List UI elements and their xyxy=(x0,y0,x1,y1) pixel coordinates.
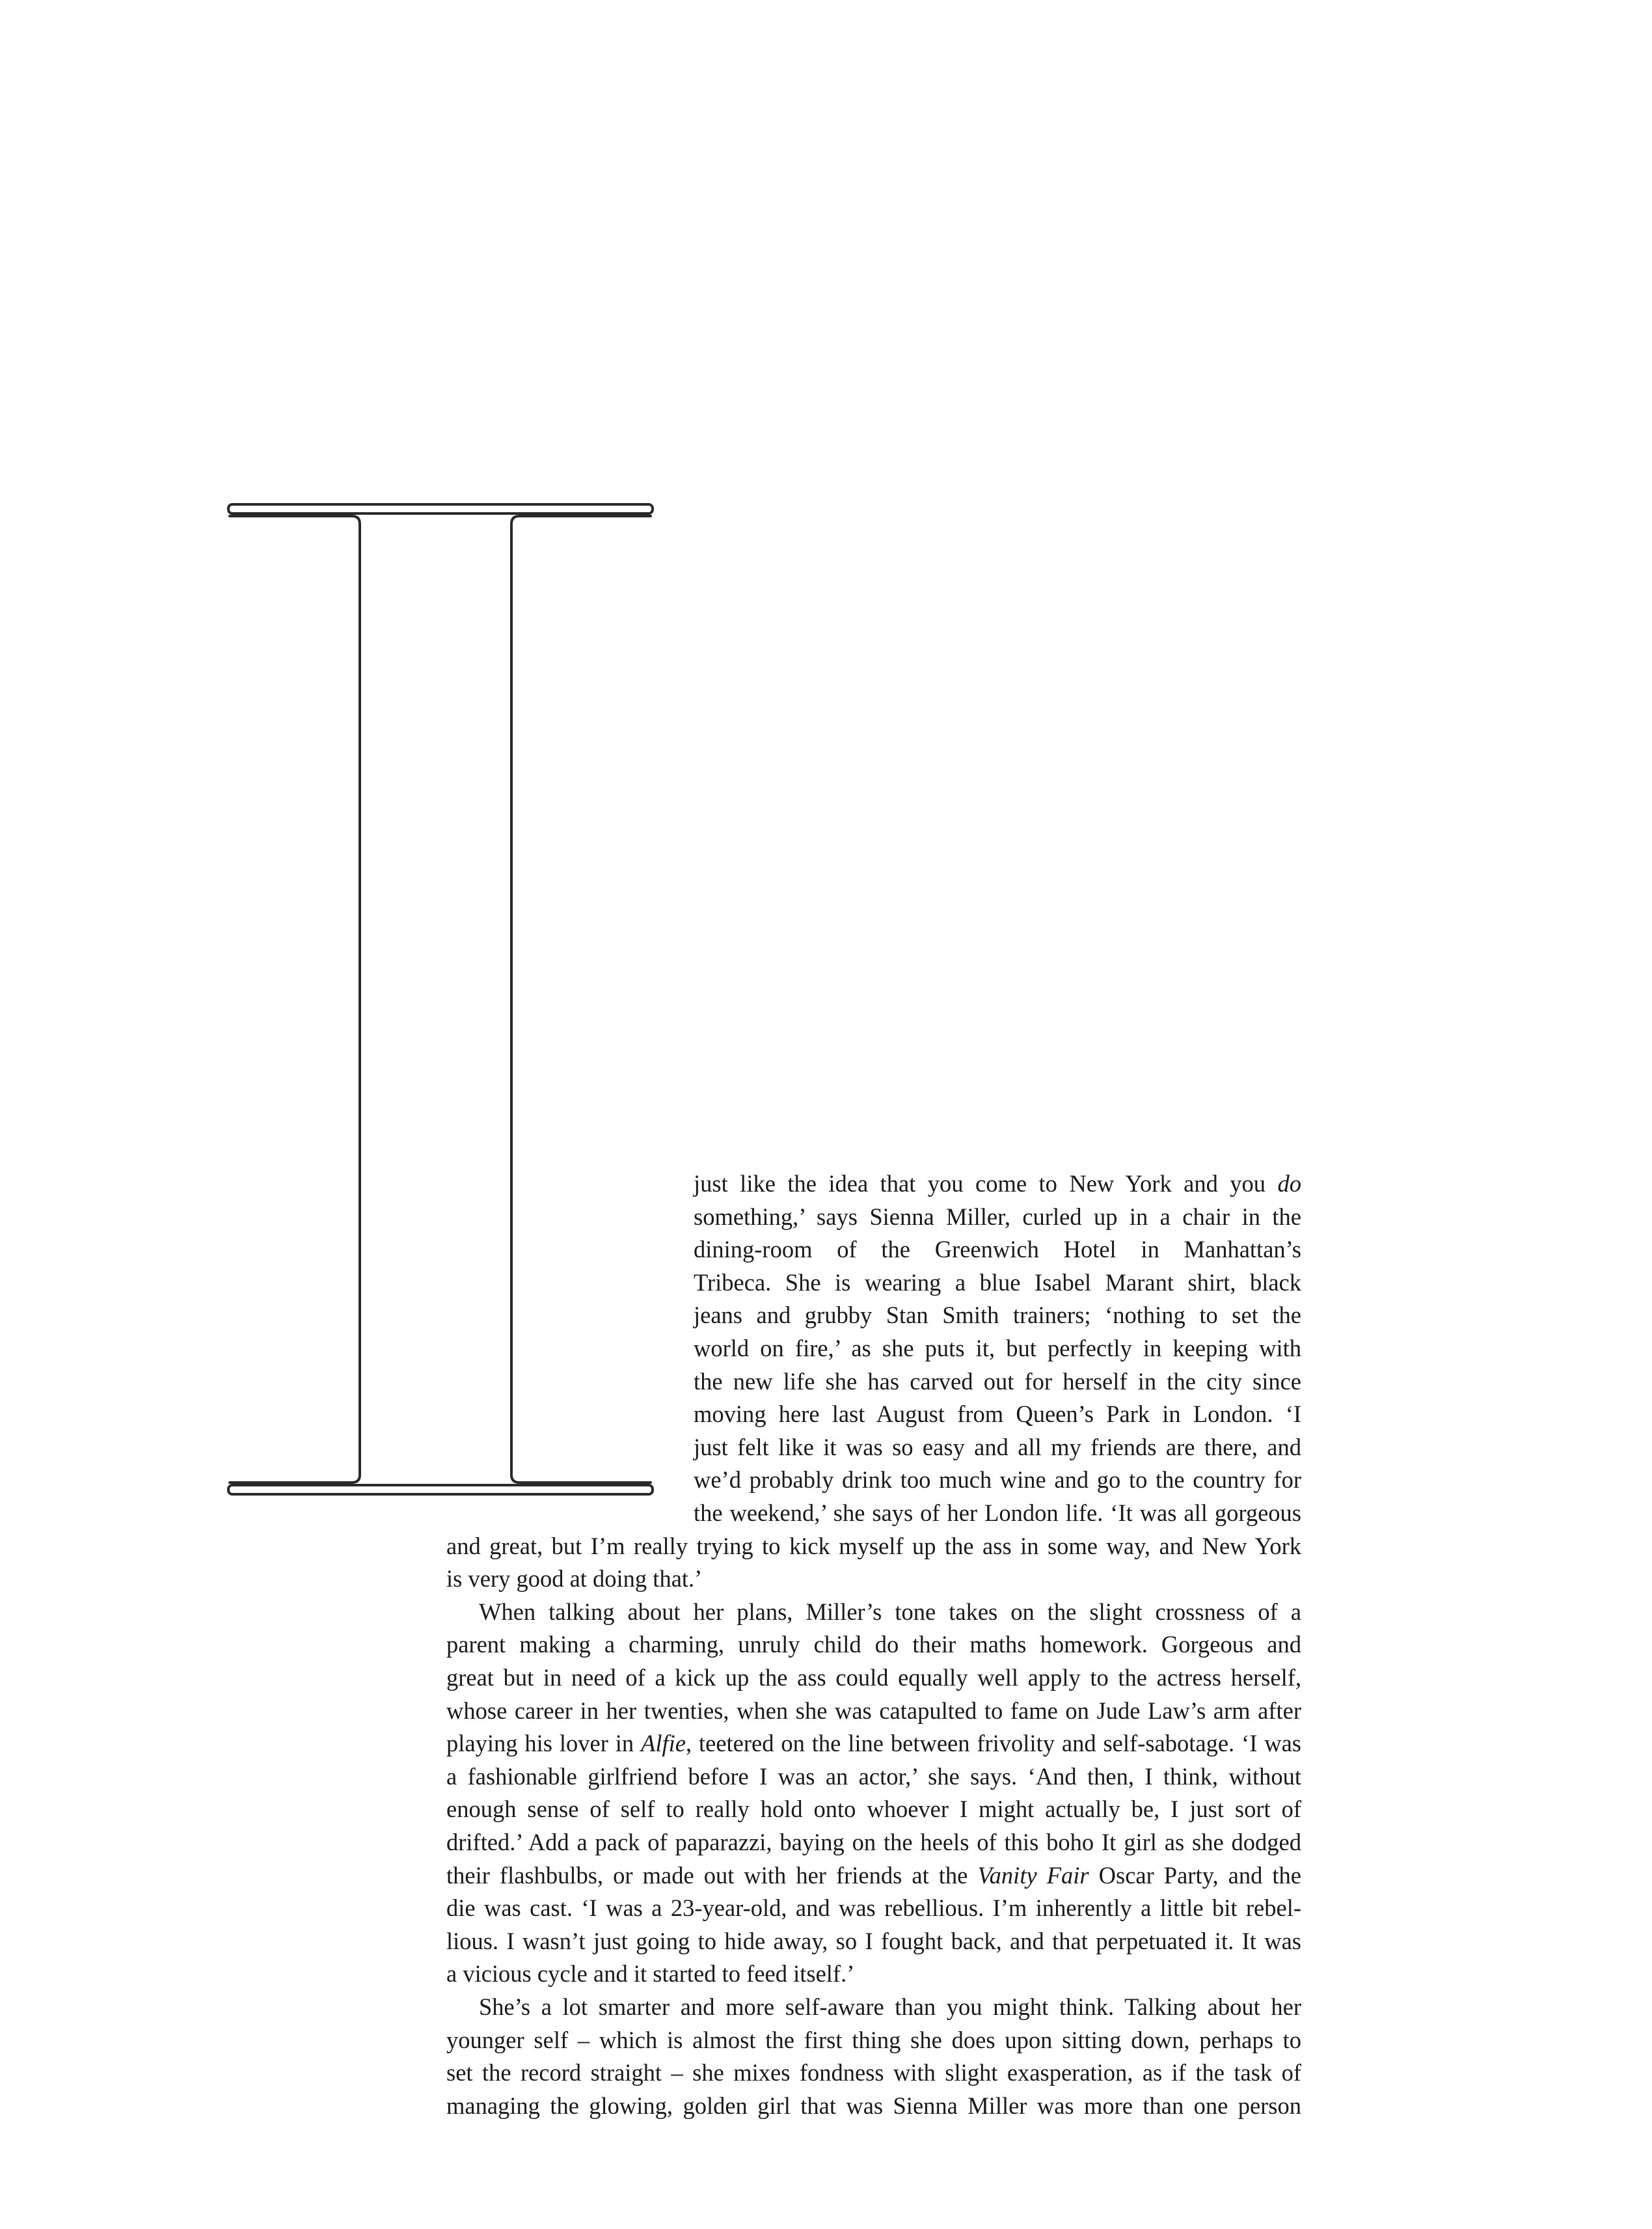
text-line: just felt like it was so easy and all my friends are there, and xyxy=(694,1434,1301,1460)
text-line: moving here last August from Queen’s Park in London. ‘I xyxy=(694,1401,1301,1427)
text-run: , teetered on the line between frivolity and self-sabotage. ‘I was xyxy=(685,1730,1301,1757)
text-line: drifted.’ Add a pack of paparazzi, baying on the heels of this boho It girl as she dodged xyxy=(446,1829,1301,1855)
text-line: enough sense of self to really hold onto whoever I might actually be, I just sort of xyxy=(446,1796,1301,1822)
text-line: the new life she has carved out for herself in the city since xyxy=(694,1368,1301,1395)
text-line: a fashionable girlfriend before I was an actor,’ she says. ‘And then, I think, without xyxy=(446,1763,1301,1790)
text-line: parent making a charming, unruly child do their maths homework. Gorgeous and xyxy=(446,1631,1301,1658)
text-line xyxy=(694,1168,1301,1200)
italic-title: Alfie xyxy=(641,1730,686,1757)
italic-title: do xyxy=(1277,1170,1301,1197)
text-line: dining-room of the Greenwich Hotel in Manhattan’s xyxy=(694,1236,1301,1263)
text-line: younger self – which is almost the first thing she does upon sitting down, perhaps to xyxy=(446,2027,1301,2053)
text-line: She’s a lot smarter and more self-aware than you might think. Talking about her xyxy=(479,1993,1301,2020)
text-run: their flashbulbs, or made out with her friends at the xyxy=(446,1862,978,1889)
text-run: playing his lover in xyxy=(446,1730,642,1757)
text-line: the weekend,’ she says of her London life. ‘It was all gorgeous xyxy=(694,1499,1301,1526)
text-line: world on fire,’ as she puts it, but perfectly in keeping with xyxy=(694,1335,1301,1361)
text-line: is very good at doing that.’ xyxy=(446,1565,703,1592)
text-line: we’d probably drink too much wine and go to the country for xyxy=(694,1466,1301,1493)
text-line: great but in need of a kick up the ass could equally well apply to the actress herself, xyxy=(446,1664,1301,1691)
text-line: whose career in her twenties, when she was catapulted to fame on Jude Law’s arm after xyxy=(446,1697,1301,1724)
text-line: and great, but I’m really trying to kick myself up the ass in some way, and New York xyxy=(446,1533,1301,1559)
text-line: set the record straight – she mixes fondness with slight exasperation, as if the task of xyxy=(446,2059,1301,2086)
italic-title: Vanity Fair xyxy=(977,1862,1089,1889)
text-line: something,’ says Sienna Miller, curled up in a chair in the xyxy=(694,1203,1301,1230)
text-line xyxy=(446,1859,1301,1892)
text-line: die was cast. ‘I was a 23-year-old, and was rebellious. I’m inherently a little bit rebel- xyxy=(446,1894,1301,1921)
text-line: a vicious cycle and it started to feed itself.’ xyxy=(446,1960,855,1987)
text-line: managing the glowing, golden girl that was Sienna Miller was more than one person xyxy=(446,2092,1301,2119)
text-run: just like the idea that you come to New York and you xyxy=(694,1170,1278,1197)
drop-cap-letter-i xyxy=(226,502,656,1497)
text-run: Oscar Party, and the xyxy=(1089,1862,1301,1889)
text-line: jeans and grubby Stan Smith trainers; ‘nothing to set the xyxy=(694,1302,1301,1328)
text-line: lious. I wasn’t just going to hide away, so I fought back, and that perpetuated it. It was xyxy=(446,1928,1301,1954)
text-line: Tribeca. She is wearing a blue Isabel Marant shirt, black xyxy=(694,1269,1301,1296)
text-line: When talking about her plans, Miller’s tone takes on the slight crossness of a xyxy=(479,1598,1301,1625)
text-line xyxy=(446,1727,1301,1760)
